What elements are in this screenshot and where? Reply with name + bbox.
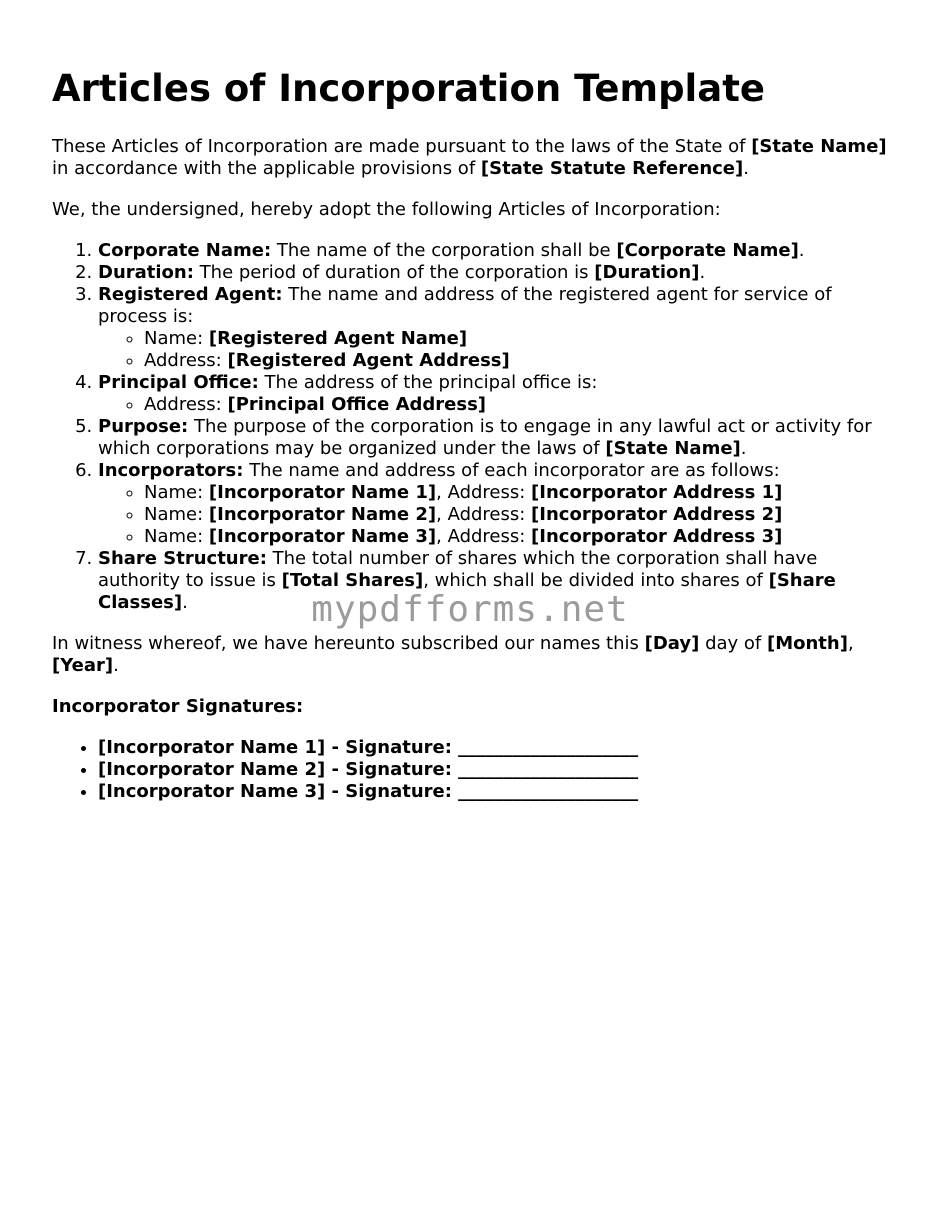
signature-line: • [Incorporator Name 2] - Signature: ____________________: [98, 759, 902, 781]
field-label: Name:: [144, 526, 209, 547]
article-text: .: [798, 240, 805, 261]
witness-text: .: [113, 655, 119, 676]
witness-text: In witness whereof, we have hereunto subscribed our names this: [52, 633, 645, 654]
article-principal-office: [98, 372, 902, 416]
watermark: mypdfforms.net: [311, 589, 629, 630]
incorporator-name-placeholder: [Incorporator Name 3]: [208, 526, 437, 547]
article-incorporators: [98, 460, 902, 548]
incorporator-name-placeholder: [Incorporator Name 2]: [208, 504, 437, 525]
share-classes-placeholder: [Share Classes]: [98, 570, 836, 613]
registered-agent-details: [98, 328, 902, 372]
duration-placeholder: [Duration]: [594, 262, 700, 283]
registered-agent-name-placeholder: [Registered Agent Name]: [208, 328, 468, 349]
article-text: , which shall be divided into shares of: [423, 570, 769, 591]
witness-paragraph: [52, 633, 902, 677]
field-label: , Address:: [436, 482, 532, 503]
list-item: [144, 394, 902, 416]
principal-office-address-placeholder: [Principal Office Address]: [227, 394, 487, 415]
principal-office-details: [98, 394, 902, 416]
field-label: Address:: [144, 350, 228, 371]
article-text: The purpose of the corporation is to engage in any lawful act or activity for which corporations may be organized under the laws of: [98, 416, 872, 459]
day-placeholder: [Day]: [644, 633, 700, 654]
article-text: The address of the principal office is:: [258, 372, 598, 393]
intro-text: These Articles of Incorporation are made pursuant to the laws of the State of: [52, 136, 752, 157]
incorporator-name-placeholder: [Incorporator Name 1]: [208, 482, 437, 503]
witness-text: ,: [847, 633, 854, 654]
article-text: .: [699, 262, 706, 283]
document-title: Articles of Incorporation Template: [52, 67, 765, 110]
statute-reference-placeholder: [State Statute Reference]: [480, 158, 744, 179]
signature-line: • [Incorporator Name 3] - Signature: ____________________: [98, 781, 902, 803]
corporate-name-placeholder: [Corporate Name]: [616, 240, 799, 261]
signatures-list: [52, 737, 902, 803]
signatures-heading: Incorporator Signatures:: [52, 696, 304, 717]
field-label: , Address:: [436, 526, 532, 547]
intro-text: .: [743, 158, 749, 179]
list-item: [144, 482, 902, 504]
intro-paragraph: [52, 136, 902, 180]
total-shares-placeholder: [Total Shares]: [281, 570, 424, 591]
list-item: [144, 504, 902, 526]
article-duration: [98, 262, 902, 284]
incorporators-list: [98, 482, 902, 548]
incorporator-address-placeholder: [Incorporator Address 1]: [531, 482, 783, 503]
field-label: Name:: [144, 482, 209, 503]
article-label: Registered Agent:: [98, 284, 283, 305]
incorporator-address-placeholder: [Incorporator Address 2]: [531, 504, 783, 525]
article-label: Duration:: [98, 262, 194, 283]
year-placeholder: [Year]: [52, 655, 114, 676]
field-label: Address:: [144, 394, 228, 415]
article-registered-agent: [98, 284, 902, 372]
list-item: [144, 526, 902, 548]
article-label: Corporate Name:: [98, 240, 272, 261]
article-text: The name and address of each incorporator are as follows:: [243, 460, 780, 481]
article-text: The name of the corporation shall be: [271, 240, 617, 261]
articles-list: [52, 240, 902, 614]
article-text: .: [740, 438, 747, 459]
article-corporate-name: [98, 240, 902, 262]
incorporator-address-placeholder: [Incorporator Address 3]: [531, 526, 783, 547]
field-label: Name:: [144, 328, 209, 349]
article-label: Share Structure:: [98, 548, 267, 569]
adopt-paragraph: We, the undersigned, hereby adopt the following Articles of Incorporation:: [52, 199, 721, 220]
field-label: Name:: [144, 504, 209, 525]
state-name-placeholder: [State Name]: [751, 136, 887, 157]
document-page: [52, 66, 902, 803]
month-placeholder: [Month]: [766, 633, 848, 654]
field-label: , Address:: [436, 504, 532, 525]
article-purpose: [98, 416, 902, 460]
state-name-placeholder: [State Name]: [605, 438, 741, 459]
registered-agent-address-placeholder: [Registered Agent Address]: [227, 350, 510, 371]
list-item: [144, 328, 902, 350]
witness-text: day of: [699, 633, 767, 654]
article-label: Purpose:: [98, 416, 189, 437]
article-text: The name and address of the registered agent for service of process is:: [98, 284, 832, 327]
article-label: Incorporators:: [98, 460, 244, 481]
article-text: The total number of shares which the corporation shall have authority to issue is: [98, 548, 818, 591]
signature-line: • [Incorporator Name 1] - Signature: ____________________: [98, 737, 902, 759]
list-item: [144, 350, 902, 372]
article-text: .: [182, 592, 188, 613]
article-label: Principal Office:: [98, 372, 259, 393]
article-text: The period of duration of the corporation is: [193, 262, 595, 283]
intro-text: in accordance with the applicable provisions of: [52, 158, 481, 179]
